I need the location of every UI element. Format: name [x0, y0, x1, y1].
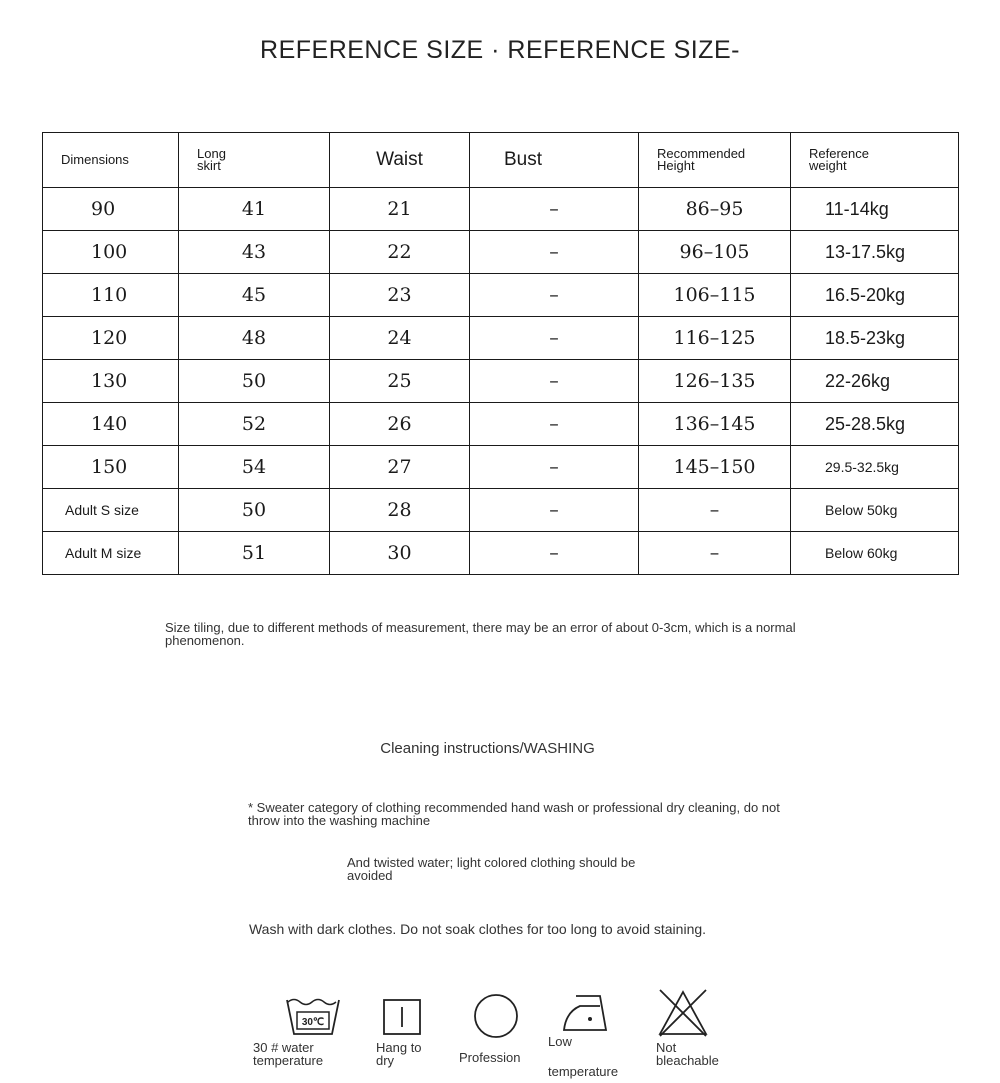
page-title: REFERENCE SIZE · REFERENCE SIZE-: [260, 36, 740, 64]
bust-cell: –: [470, 188, 639, 231]
height-cell: 106–115: [639, 274, 791, 317]
hang-dry-icon: [382, 998, 422, 1038]
waist-cell: 26: [330, 403, 470, 446]
column-header-label: Recommended Height: [657, 146, 746, 173]
height-cell: –: [639, 489, 791, 532]
column-header: [179, 133, 330, 188]
table-row: [43, 360, 959, 403]
care-label: bleachable: [656, 1053, 719, 1068]
height-cell: 116–125: [639, 317, 791, 360]
wash-30-icon: [285, 996, 341, 1036]
care-item-bleach: [656, 988, 746, 1078]
column-header: Waist: [330, 133, 470, 188]
care-label: Hang to: [376, 1040, 422, 1055]
table-row: [43, 317, 959, 360]
height-cell: 86–95: [639, 188, 791, 231]
size-cell: Adult S size: [43, 489, 179, 532]
care-label: 30 # water: [253, 1040, 314, 1055]
waist-cell: 22: [330, 231, 470, 274]
table-row: [43, 403, 959, 446]
size-cell: 100: [43, 231, 179, 274]
waist-cell: 21: [330, 188, 470, 231]
waist-cell: 23: [330, 274, 470, 317]
care-label: temperature: [253, 1053, 324, 1068]
waist-cell: 30: [330, 532, 470, 575]
size-cell: 90: [43, 188, 179, 231]
size-cell: 140: [43, 403, 179, 446]
wash-temp-badge: 30℃: [301, 1017, 325, 1028]
care-label: dry: [376, 1053, 395, 1068]
table-row: [43, 231, 959, 274]
professional-clean-icon: [472, 992, 520, 1040]
long-skirt-cell: 41: [179, 188, 330, 231]
height-cell: 96–105: [639, 231, 791, 274]
size-cell: Adult M size: [43, 532, 179, 575]
bust-cell: –: [470, 231, 639, 274]
long-skirt-cell: 45: [179, 274, 330, 317]
care-item-profession: [459, 992, 549, 1072]
weight-cell: 25-28.5kg: [791, 403, 959, 446]
table-header-row: [43, 133, 959, 188]
care-label: temperature: [548, 1064, 619, 1079]
care-label: Profession: [459, 1050, 521, 1065]
no-bleach-icon: [656, 988, 710, 1038]
bust-cell: –: [470, 446, 639, 489]
bust-cell: –: [470, 360, 639, 403]
size-cell: 130: [43, 360, 179, 403]
waist-cell: 25: [330, 360, 470, 403]
size-cell: 120: [43, 317, 179, 360]
care-label: Low: [548, 1034, 572, 1049]
column-header: Dimensions: [43, 133, 179, 188]
bust-cell: –: [470, 274, 639, 317]
long-skirt-cell: 48: [179, 317, 330, 360]
table-row: [43, 532, 959, 575]
cleaning-title: Cleaning instructions/WASHING: [380, 740, 595, 757]
cleaning-instruction: Wash with dark clothes. Do not soak clothes for too long to avoid staining.: [248, 921, 707, 937]
weight-cell: 11-14kg: [791, 188, 959, 231]
column-header: [791, 133, 959, 188]
weight-cell: 16.5-20kg: [791, 274, 959, 317]
bust-cell: –: [470, 489, 639, 532]
size-table: [42, 132, 959, 575]
long-skirt-cell: 54: [179, 446, 330, 489]
long-skirt-cell: 43: [179, 231, 330, 274]
measurement-note: Size tiling, due to different methods of measurement, there may be an error of about 0-3cm, which is a normal phenomenon.: [165, 620, 796, 648]
cleaning-instruction: * Sweater category of clothing recommended hand wash or professional dry cleaning, do not throw into the washing machine: [248, 800, 780, 828]
long-skirt-cell: 51: [179, 532, 330, 575]
care-item-iron: [548, 992, 648, 1080]
weight-cell: 13-17.5kg: [791, 231, 959, 274]
waist-cell: 27: [330, 446, 470, 489]
bust-cell: –: [470, 403, 639, 446]
table-row: [43, 489, 959, 532]
cleaning-instruction: And twisted water; light colored clothing should be avoided: [347, 855, 636, 883]
column-header: Bust: [470, 133, 639, 188]
long-skirt-cell: 50: [179, 360, 330, 403]
weight-cell: 18.5-23kg: [791, 317, 959, 360]
height-cell: 145–150: [639, 446, 791, 489]
size-cell: 110: [43, 274, 179, 317]
column-header-label: Reference weight: [809, 146, 869, 173]
size-cell: 150: [43, 446, 179, 489]
bust-cell: –: [470, 317, 639, 360]
bust-cell: –: [470, 532, 639, 575]
column-header-label: Long skirt: [197, 146, 226, 173]
long-skirt-cell: 50: [179, 489, 330, 532]
column-header: [639, 133, 791, 188]
table-row: [43, 188, 959, 231]
weight-cell: 29.5-32.5kg: [791, 446, 959, 489]
height-cell: 136–145: [639, 403, 791, 446]
weight-cell: Below 50kg: [791, 489, 959, 532]
care-item-hang: [376, 996, 456, 1076]
care-item-wash: [253, 996, 363, 1076]
height-cell: –: [639, 532, 791, 575]
care-label: Not: [656, 1040, 677, 1055]
waist-cell: 24: [330, 317, 470, 360]
table-row: [43, 274, 959, 317]
weight-cell: Below 60kg: [791, 532, 959, 575]
waist-cell: 28: [330, 489, 470, 532]
weight-cell: 22-26kg: [791, 360, 959, 403]
long-skirt-cell: 52: [179, 403, 330, 446]
iron-low-icon: [560, 992, 612, 1034]
height-cell: 126–135: [639, 360, 791, 403]
table-row: [43, 446, 959, 489]
